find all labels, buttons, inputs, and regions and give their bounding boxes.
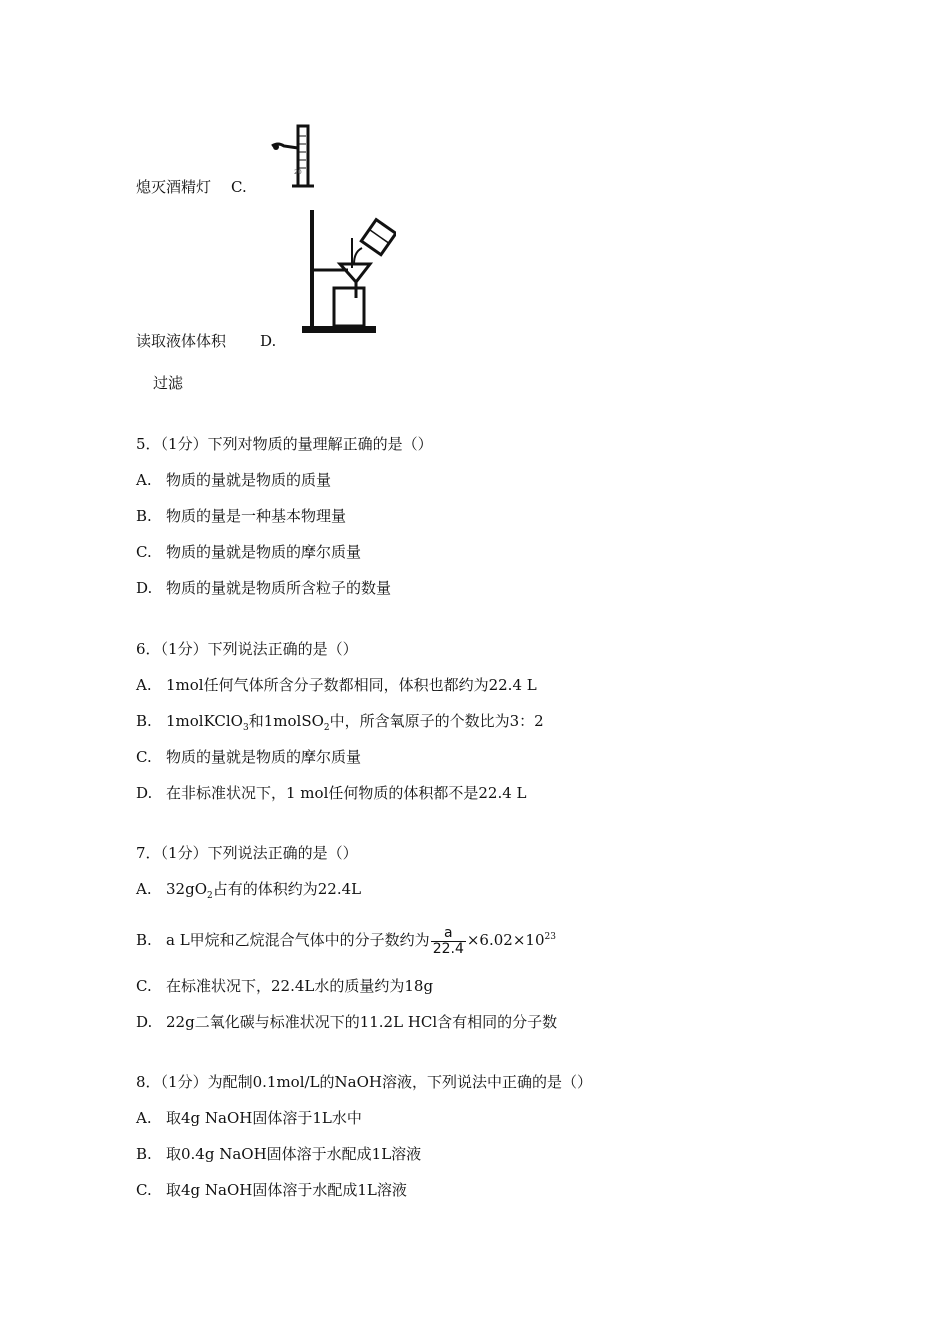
- q5-option-c: [136, 542, 361, 562]
- option-letter: D.: [136, 784, 153, 802]
- option-text: 物质的量是一种基本物理量: [166, 507, 347, 525]
- option-text: 32gO: [166, 880, 207, 898]
- option-c-letter: C.: [231, 178, 247, 196]
- option-c-label: 读取液体体积: [136, 332, 227, 350]
- svg-text:20: 20: [294, 169, 302, 176]
- option-letter: C.: [136, 543, 152, 561]
- q8-option-a: [136, 1108, 362, 1128]
- option-letter: A.: [136, 880, 152, 898]
- option-text: 物质的量就是物质的摩尔质量: [166, 748, 362, 766]
- option-letter: D.: [136, 1013, 153, 1031]
- filtration-apparatus-figure: [300, 208, 396, 336]
- q5-option-a: [136, 470, 331, 490]
- q6-option-d: [136, 783, 527, 803]
- option-letter: A.: [136, 471, 152, 489]
- superscript: 23: [544, 932, 556, 942]
- q5-option-b: [136, 506, 346, 526]
- q6-option-c: [136, 747, 361, 767]
- option-c-tail: [136, 331, 276, 351]
- option-text: 物质的量就是物质所含粒子的数量: [166, 579, 392, 597]
- option-text: 中，所含氧原子的个数比为3：2: [329, 712, 544, 730]
- option-text: ×6.02×10: [466, 931, 545, 949]
- fraction-denominator: 22.4: [432, 940, 464, 957]
- option-letter: B.: [136, 1145, 152, 1163]
- option-b-label: 熄灭酒精灯: [136, 178, 212, 196]
- fraction-numerator: a: [431, 926, 466, 942]
- option-text: 22g二氧化碳与标准状况下的11.2L HCl含有相同的分子数: [166, 1013, 558, 1031]
- option-letter: B.: [136, 507, 152, 525]
- fraction: [431, 926, 466, 957]
- q5-stem: 5．（1分）下列对物质的量理解正确的是（）: [136, 435, 433, 453]
- option-d-tail: 过滤: [153, 374, 184, 392]
- option-letter: A.: [136, 1109, 152, 1127]
- option-letter: C.: [136, 1181, 152, 1199]
- q8-option-b: [136, 1144, 421, 1164]
- q7-option-b: [136, 920, 556, 957]
- q7-option-a: [136, 879, 361, 906]
- option-text: 在标准状况下，22.4L水的质量约为18g: [166, 977, 434, 995]
- option-text: 取4g NaOH固体溶于水配成1L溶液: [166, 1181, 407, 1199]
- option-text: 1mol任何气体所含分子数都相同，体积也都约为22.4 L: [166, 676, 537, 694]
- option-text: 占有的体积约为22.4L: [212, 880, 362, 898]
- option-text: 在非标准状况下，1 mol任何物质的体积都不是22.4 L: [166, 784, 527, 802]
- q7-stem: 7．（1分）下列说法正确的是（）: [136, 844, 358, 862]
- option-letter: D.: [136, 579, 153, 597]
- option-b-tail: [136, 177, 247, 197]
- q7-option-d: [136, 1012, 557, 1032]
- option-text: a L甲烷和乙烷混合气体中的分子数约为: [166, 931, 430, 949]
- option-text: 和1molSO: [248, 712, 324, 730]
- option-letter: B.: [136, 712, 152, 730]
- q7-option-c: [136, 976, 433, 996]
- option-letter: A.: [136, 676, 152, 694]
- option-text: 取0.4g NaOH固体溶于水配成1L溶液: [166, 1145, 422, 1163]
- option-letter: C.: [136, 748, 152, 766]
- option-text: 取4g NaOH固体溶于1L水中: [166, 1109, 362, 1127]
- q6-option-a: [136, 675, 537, 695]
- option-letter: C.: [136, 977, 152, 995]
- graduated-cylinder-figure: [270, 124, 322, 190]
- option-text: 物质的量就是物质的摩尔质量: [166, 543, 362, 561]
- subscript: 3: [242, 723, 249, 733]
- q6-stem: 6．（1分）下列说法正确的是（）: [136, 640, 358, 658]
- subscript: 2: [323, 723, 330, 733]
- option-d-letter: D.: [260, 332, 277, 350]
- option-text: 1molKClO: [166, 712, 243, 730]
- q6-option-b: [136, 711, 544, 738]
- q8-option-c: [136, 1180, 407, 1200]
- q8-stem: 8．（1分）为配制0.1mol/L的NaOH溶液，下列说法中正确的是（）: [136, 1073, 592, 1091]
- option-text: 物质的量就是物质的质量: [166, 471, 332, 489]
- option-letter: B.: [136, 931, 152, 949]
- q5-option-d: [136, 578, 391, 598]
- subscript: 2: [207, 891, 213, 901]
